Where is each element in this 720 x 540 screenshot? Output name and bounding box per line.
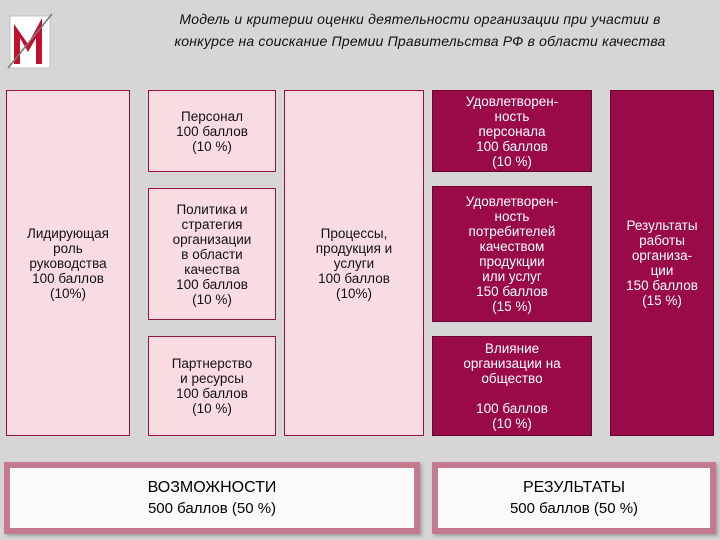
- enablers-summary-title: ВОЗМОЖНОСТИ: [147, 479, 277, 496]
- processes-text: Процессы, продукция и услуги 100 баллов (10%): [315, 225, 393, 301]
- customer-satisfaction-text: Удовлетворен- ность потребителей качеством продукции или услуг 150 баллов (15 %): [465, 194, 559, 314]
- results-summary-title: РЕЗУЛЬТАТЫ: [522, 479, 626, 496]
- logo: [6, 10, 62, 72]
- logo-icon: [6, 10, 62, 72]
- personnel-text: Персонал 100 баллов (10 %): [176, 108, 248, 154]
- leadership-box: [6, 90, 130, 436]
- society-impact-text: Влияние организации на общество 100 баллов (10 %): [463, 341, 561, 431]
- processes-box: [284, 90, 424, 436]
- results-text: Результаты работы организа- ции 150 баллов (15 %): [626, 218, 698, 308]
- personnel-box: [148, 90, 276, 172]
- enablers-summary-box: [4, 462, 420, 534]
- staff-satisfaction-text: Удовлетворен- ность персонала 100 баллов (10 %): [465, 93, 559, 169]
- partnership-resources-box: [148, 336, 276, 436]
- results-box: [610, 90, 714, 436]
- title-line-1: Модель и критерии оценки деятельности организации при участии в: [179, 11, 661, 27]
- policy-strategy-box: [148, 188, 276, 320]
- partnership-resources-text: Партнерство и ресурсы 100 баллов (10 %): [171, 356, 253, 416]
- leadership-text: Лидирующая роль руководства 100 баллов (10%): [27, 225, 109, 301]
- results-summary-points: 500 баллов (50 %): [509, 500, 639, 517]
- results-summary-box: [432, 462, 716, 534]
- policy-strategy-text: Политика и стратегия организации в области качества 100 баллов (10 %): [172, 201, 252, 307]
- staff-satisfaction-box: [432, 90, 592, 172]
- title-line-2: конкурсе на соискание Премии Правительства РФ в области качества: [174, 33, 666, 49]
- customer-satisfaction-box: [432, 186, 592, 322]
- society-impact-box: [432, 336, 592, 436]
- enablers-summary-points: 500 баллов (50 %): [147, 500, 277, 517]
- page-title: [120, 8, 720, 54]
